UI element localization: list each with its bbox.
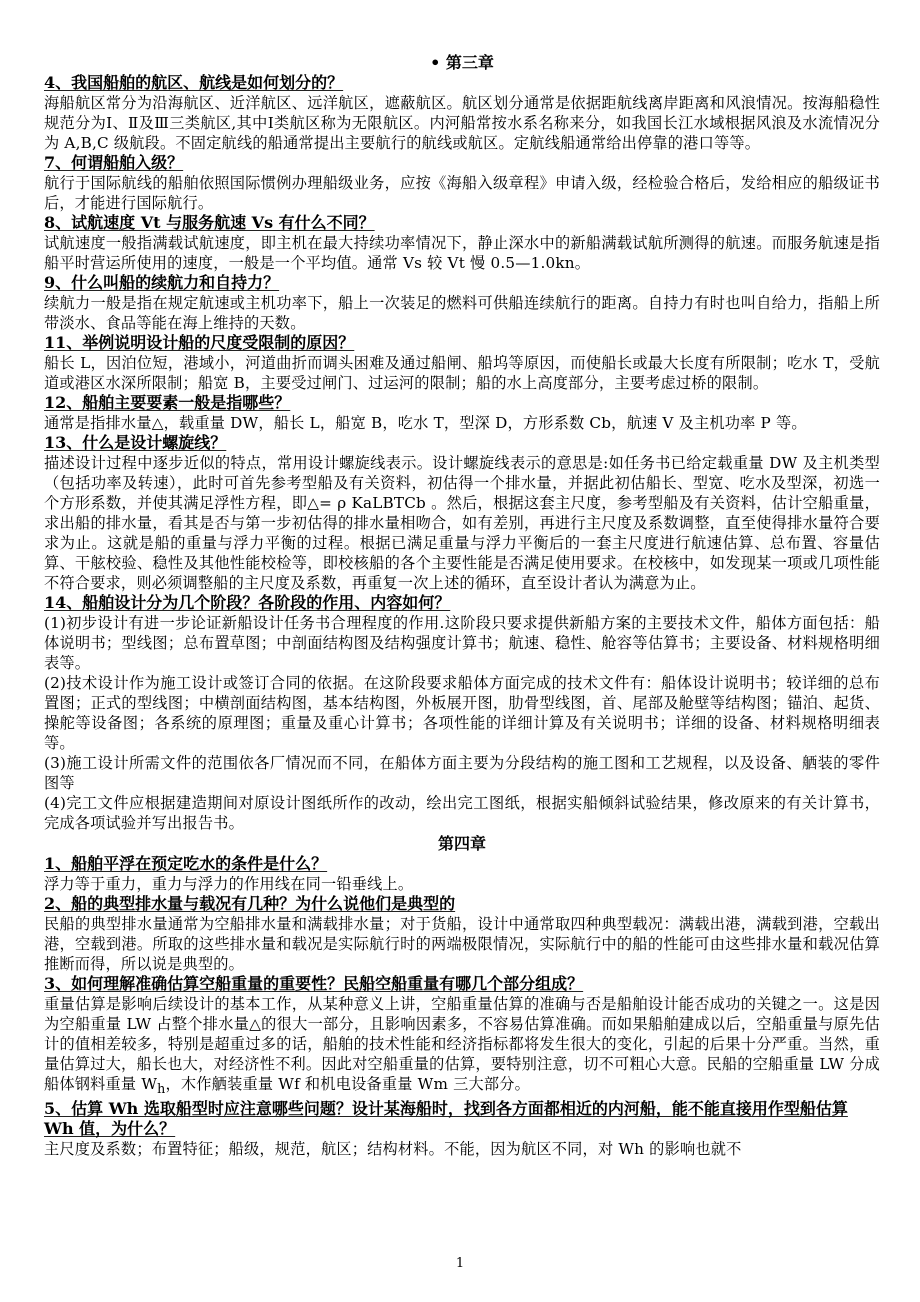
answer-7: 航行于国际航线的船舶依照国际惯例办理船级业务，应按《海船入级章程》申请入级，经检验合格后，发给相应的船级证书后，才能进行国际航行。 — [44, 174, 880, 212]
chapter-3-title: • 第三章 — [430, 53, 494, 72]
ch4-question-3: 3、如何理解准确估算空船重量的重要性？民船空船重量有哪几个部分组成？ — [44, 974, 584, 993]
question-14: 14、船舶设计分为几个阶段？各阶段的作用、内容如何？ — [44, 593, 451, 612]
ch4-answer-1: 浮力等于重力，重力与浮力的作用线在同一铅垂线上。 — [44, 875, 414, 893]
question-7: 7、何谓船舶入级？ — [44, 153, 184, 172]
answer-14-part-2: (2)技术设计作为施工设计或签订合同的依据。在这阶段要求船体方面完成的技术文件有：船体设计说明书；较详细的总布置图；正式的型线图；中横剖面结构图，基本结构图，外板展开图，肋骨型线图，首、尾部及舱壁等结构图；锚泊、起货、操舵等设备图；各系统的原理图；重量及重心计算书；各项性能的详细计算及有关说明书；详细的设备、材料规格明细表等。 — [44, 674, 880, 752]
question-4: 4、我国船舶的航区、航线是如何划分的？ — [44, 73, 344, 92]
ch4-answer-3-text-end: ，木作舾装重量 Wf 和机电设备重量 Wm 三大部分。 — [165, 1075, 531, 1093]
answer-14-part-3: (3)施工设计所需文件的范围依各厂情况而不同，在船体方面主要为分段结构的施工图和工艺规程，以及设备、舾装的零件图等 — [44, 754, 880, 792]
ch4-answer-3 — [44, 994, 880, 1099]
answer-8: 试航速度一般指满载试航速度，即主机在最大持续功率情况下，静止深水中的新船满载试航所测得的航速。而服务航速是指船平时营运所使用的速度，一般是一个平均值。通常 Vs 较 Vt 慢 0.5—1.0kn。 — [44, 234, 880, 272]
answer-4: 海船航区常分为沿海航区、近洋航区、远洋航区，遮蔽航区。航区划分通常是依据距航线离岸距离和风浪情况。按海船稳性规范分为Ⅰ、Ⅱ及Ⅲ三类航区,其中Ⅰ类航区称为无限航区。内河船常按水系名称来分，如我国长江水域根据风浪及水流情况分为 A,B,C 级航段。不固定航线的船通常提出主要航行的航线或航区。定航线船通常给出停靠的港口等等。 — [44, 94, 880, 152]
question-12: 12、船舶主要要素一般是指哪些？ — [44, 393, 291, 412]
chapter-4-title: 第四章 — [437, 834, 486, 853]
answer-14-part-4: (4)完工文件应根据建造期间对原设计图纸所作的改动，绘出完工图纸，根据实船倾斜试验结果，修改原来的有关计算书，完成各项试验并写出报告书。 — [44, 794, 880, 832]
question-9: 9、什么叫船的续航力和自持力？ — [44, 273, 280, 292]
answer-11: 船长 L，因泊位短，港域小，河道曲折而调头困难及通过船闸、船坞等原因，而使船长或最大长度有所限制；吃水 T，受航道或港区水深所限制；船宽 B，主要受过闸门、过运河的限制；船的水上高度部分，主要考虑过桥的限制。 — [44, 354, 880, 392]
ch4-answer-3-text: 重量估算是影响后续设计的基本工作，从某种意义上讲，空船重量估算的准确与否是船舶设计能否成功的关键之一。这是因为空船重量 LW 占整个排水量△的很大一部分，且影响因素多，不容易估算准确。而如果船舶建成以后，空船重量与原先估计的值相差较多，特别是超重过多的话，船舶的技术性能和经济指标都将发生很大的变化，引起的后果十分严重。当然，重量估算过大，船长也大，对经济性不利。因此对空船重量的估算，要特别注意，切不可粗心大意。民船的空船重量 LW 分成船体钢料重量 W — [44, 995, 880, 1093]
ch4-answer-2: 民船的典型排水量通常为空船排水量和满载排水量；对于货船，设计中通常取四种典型载况：满载出港，满载到港，空载出港，空载到港。所取的这些排水量和载况是实际航行时的两端极限情况，实际航行中的船的性能可由这些排水量和载况估算推断而得，所以说是典型的。 — [44, 915, 880, 973]
question-11: 11、举例说明设计船的尺度受限制的原因？ — [44, 333, 355, 352]
question-13: 13、什么是设计螺旋线？ — [44, 433, 227, 452]
ch4-answer-5: 主尺度及系数；布置特征；船级，规范，航区；结构材料。不能，因为航区不同，对 Wh 的影响也就不 — [44, 1140, 742, 1159]
ch4-question-1: 1、船舶平浮在预定吃水的条件是什么？ — [44, 854, 328, 873]
answer-14-part-1: (1)初步设计有进一步论证新船设计任务书合理程度的作用.这阶段只要求提供新船方案的主要技术文件，船体方面包括：船体说明书；型线图；总布置草图；中剖面结构图及结构强度计算书；航速、稳性、舱容等估算书；主要设备、材料规格明细表等。 — [44, 614, 880, 672]
page-number: 1 — [455, 1256, 465, 1271]
answer-13: 描述设计过程中逐步近似的特点，常用设计螺旋线表示。设计螺旋线表示的意思是:如任务书已给定载重量 DW 及主机类型（包括功率及转速），此时可首先参考型船及有关资料，初估得一个排水量，并据此初估船长、型宽、吃水及型深，初选一个方形系数，并使其满足浮性方程，即△= ρ KaLBTCb 。然后，根据这套主尺度，参考型船及有关资料，估计空船重量，求出船的排水量，看其是否与第一步初估得的排水量相吻合，如有差别，再进行主尺度及系数调整，直至使得排水量符合要求为止。这就是船的重量与浮力平衡的过程。根据已满足重量与浮力平衡后的一套主尺度进行航速估算、总布置、容量估算、干舷校验、稳性及其他性能校检等，即校核船的各个主要性能是否满足使用要求。在校核中，如发现某一项或几项性能不符合要求，则必须调整船的主尺度及系数，再重复一次上述的循环，直至设计者认为满意为止。 — [44, 454, 880, 592]
question-8: 8、试航速度 Vt 与服务航速 Vs 有什么不同？ — [44, 213, 375, 232]
ch4-answer-3-subscript: h — [157, 1081, 166, 1097]
document-page — [44, 52, 880, 1159]
ch4-question-5: 5、估算 Wh 选取船型时应注意哪些问题？设计某海船时，找到各方面都相近的内河船，能不能直接用作型船估算 Wh 值，为什么？ — [44, 1099, 848, 1139]
answer-9: 续航力一般是指在规定航速或主机功率下，船上一次装足的燃料可供船连续航行的距离。自持力有时也叫自给力，指船上所带淡水、食品等能在海上维持的天数。 — [44, 294, 880, 332]
ch4-question-2: 2、船的典型排水量与载况有几种？为什么说他们是典型的 — [44, 894, 456, 913]
answer-12: 通常是指排水量△，载重量 DW，船长 L，船宽 B，吃水 T，型深 D，方形系数 Cb，航速 V 及主机功率 P 等。 — [44, 414, 807, 432]
